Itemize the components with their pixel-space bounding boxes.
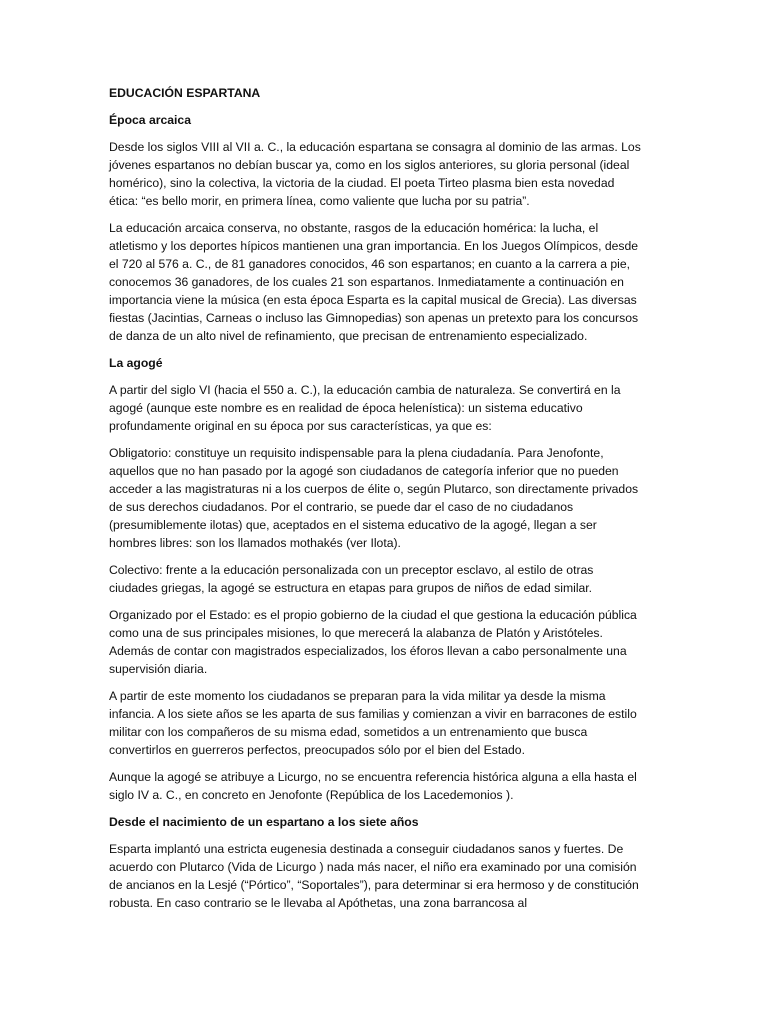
paragraph: Desde los siglos VIII al VII a. C., la educación espartana se consagra al dominio de las armas. Los jóvenes espartanos no debían buscar ya, como en los siglos anteriores, su gloria personal (ideal homérico), sino la colectiva, la victoria de la ciudad. El poeta Tirteo plasma bien esta novedad ética: “es bello morir, en primera línea, como valiente que lucha por su patria”. xyxy=(109,140,641,208)
section-heading-la-agoge: La agogé xyxy=(109,356,163,370)
paragraph: Esparta implantó una estricta eugenesia destinada a conseguir ciudadanos sanos y fuertes. De acuerdo con Plutarco (Vida de Licurgo ) nada más nacer, el niño era examinado por una comisión de ancianos en la Lesjé (“Pórtico”, “Soportales”), para determinar si era hermoso y de constitución robusta. En caso contrario se le llevaba al Apóthetas, una zona barrancosa al xyxy=(109,842,639,910)
paragraph: Aunque la agogé se atribuye a Licurgo, no se encuentra referencia histórica alguna a ella hasta el siglo IV a. C., en concreto en Jenofonte (República de los Lacedemonios ). xyxy=(109,770,637,802)
paragraph: A partir del siglo VI (hacia el 550 a. C.), la educación cambia de naturaleza. Se convertirá en la agogé (aunque este nombre es en realidad de época helenística): un sistema educativo profundamente original en su época por sus características, ya que es: xyxy=(109,383,621,433)
paragraph: La educación arcaica conserva, no obstante, rasgos de la educación homérica: la lucha, el atletismo y los deportes hípicos mantienen una gran importancia. En los Juegos Olímpicos, desde el 720 al 576 a. C., de 81 ganadores conocidos, 46 son espartanos; en cuanto a la carrera a pie, conocemos 36 ganadores, de los cuales 21 son espartanos. Inmediatamente a continuación en importancia viene la música (en esta época Esparta es la capital musical de Grecia). Las diversas fiestas (Jacintias, Carneas o incluso las Gimnopedias) son apenas un pretexto para los concursos de danza de un alto nivel de refinamiento, que precisan de entrenamiento especializado. xyxy=(109,221,639,343)
section-heading-nacimiento: Desde el nacimiento de un espartano a los siete años xyxy=(109,815,419,829)
paragraph: Colectivo: frente a la educación personalizada con un preceptor esclavo, al estilo de otras ciudades griegas, la agogé se estructura en etapas para grupos de niños de edad similar. xyxy=(109,563,594,595)
section-heading-epoca-arcaica: Época arcaica xyxy=(109,113,191,127)
paragraph: A partir de este momento los ciudadanos se preparan para la vida militar ya desde la misma infancia. A los siete años se les aparta de sus familias y comienzan a vivir en barracones de estilo militar con los compañeros de su misma edad, sometidos a un entrenamiento que busca convertirlos en guerreros perfectos, preocupados sólo por el bien del Estado. xyxy=(109,689,637,757)
paragraph: Organizado por el Estado: es el propio gobierno de la ciudad el que gestiona la educación pública como una de sus principales misiones, lo que merecerá la alabanza de Platón y Aristóteles. Además de contar con magistrados especializados, los éforos llevan a cabo personalmente una supervisión diaria. xyxy=(109,608,637,676)
document-title: EDUCACIÓN ESPARTANA xyxy=(109,86,261,100)
paragraph: Obligatorio: constituye un requisito indispensable para la plena ciudadanía. Para Jenofonte, aquellos que no han pasado por la agogé son ciudadanos de categoría inferior que no pueden acceder a las magistraturas ni a los cuerpos de élite o, según Plutarco, son directamente privados de sus derechos ciudadanos. Por el contrario, se puede dar el caso de no ciudadanos (presumiblemente ilotas) que, aceptados en el sistema educativo de la agogé, llegan a ser hombres libres: son los llamados mothakés (ver Ilota). xyxy=(109,446,639,550)
document-page xyxy=(109,84,641,921)
